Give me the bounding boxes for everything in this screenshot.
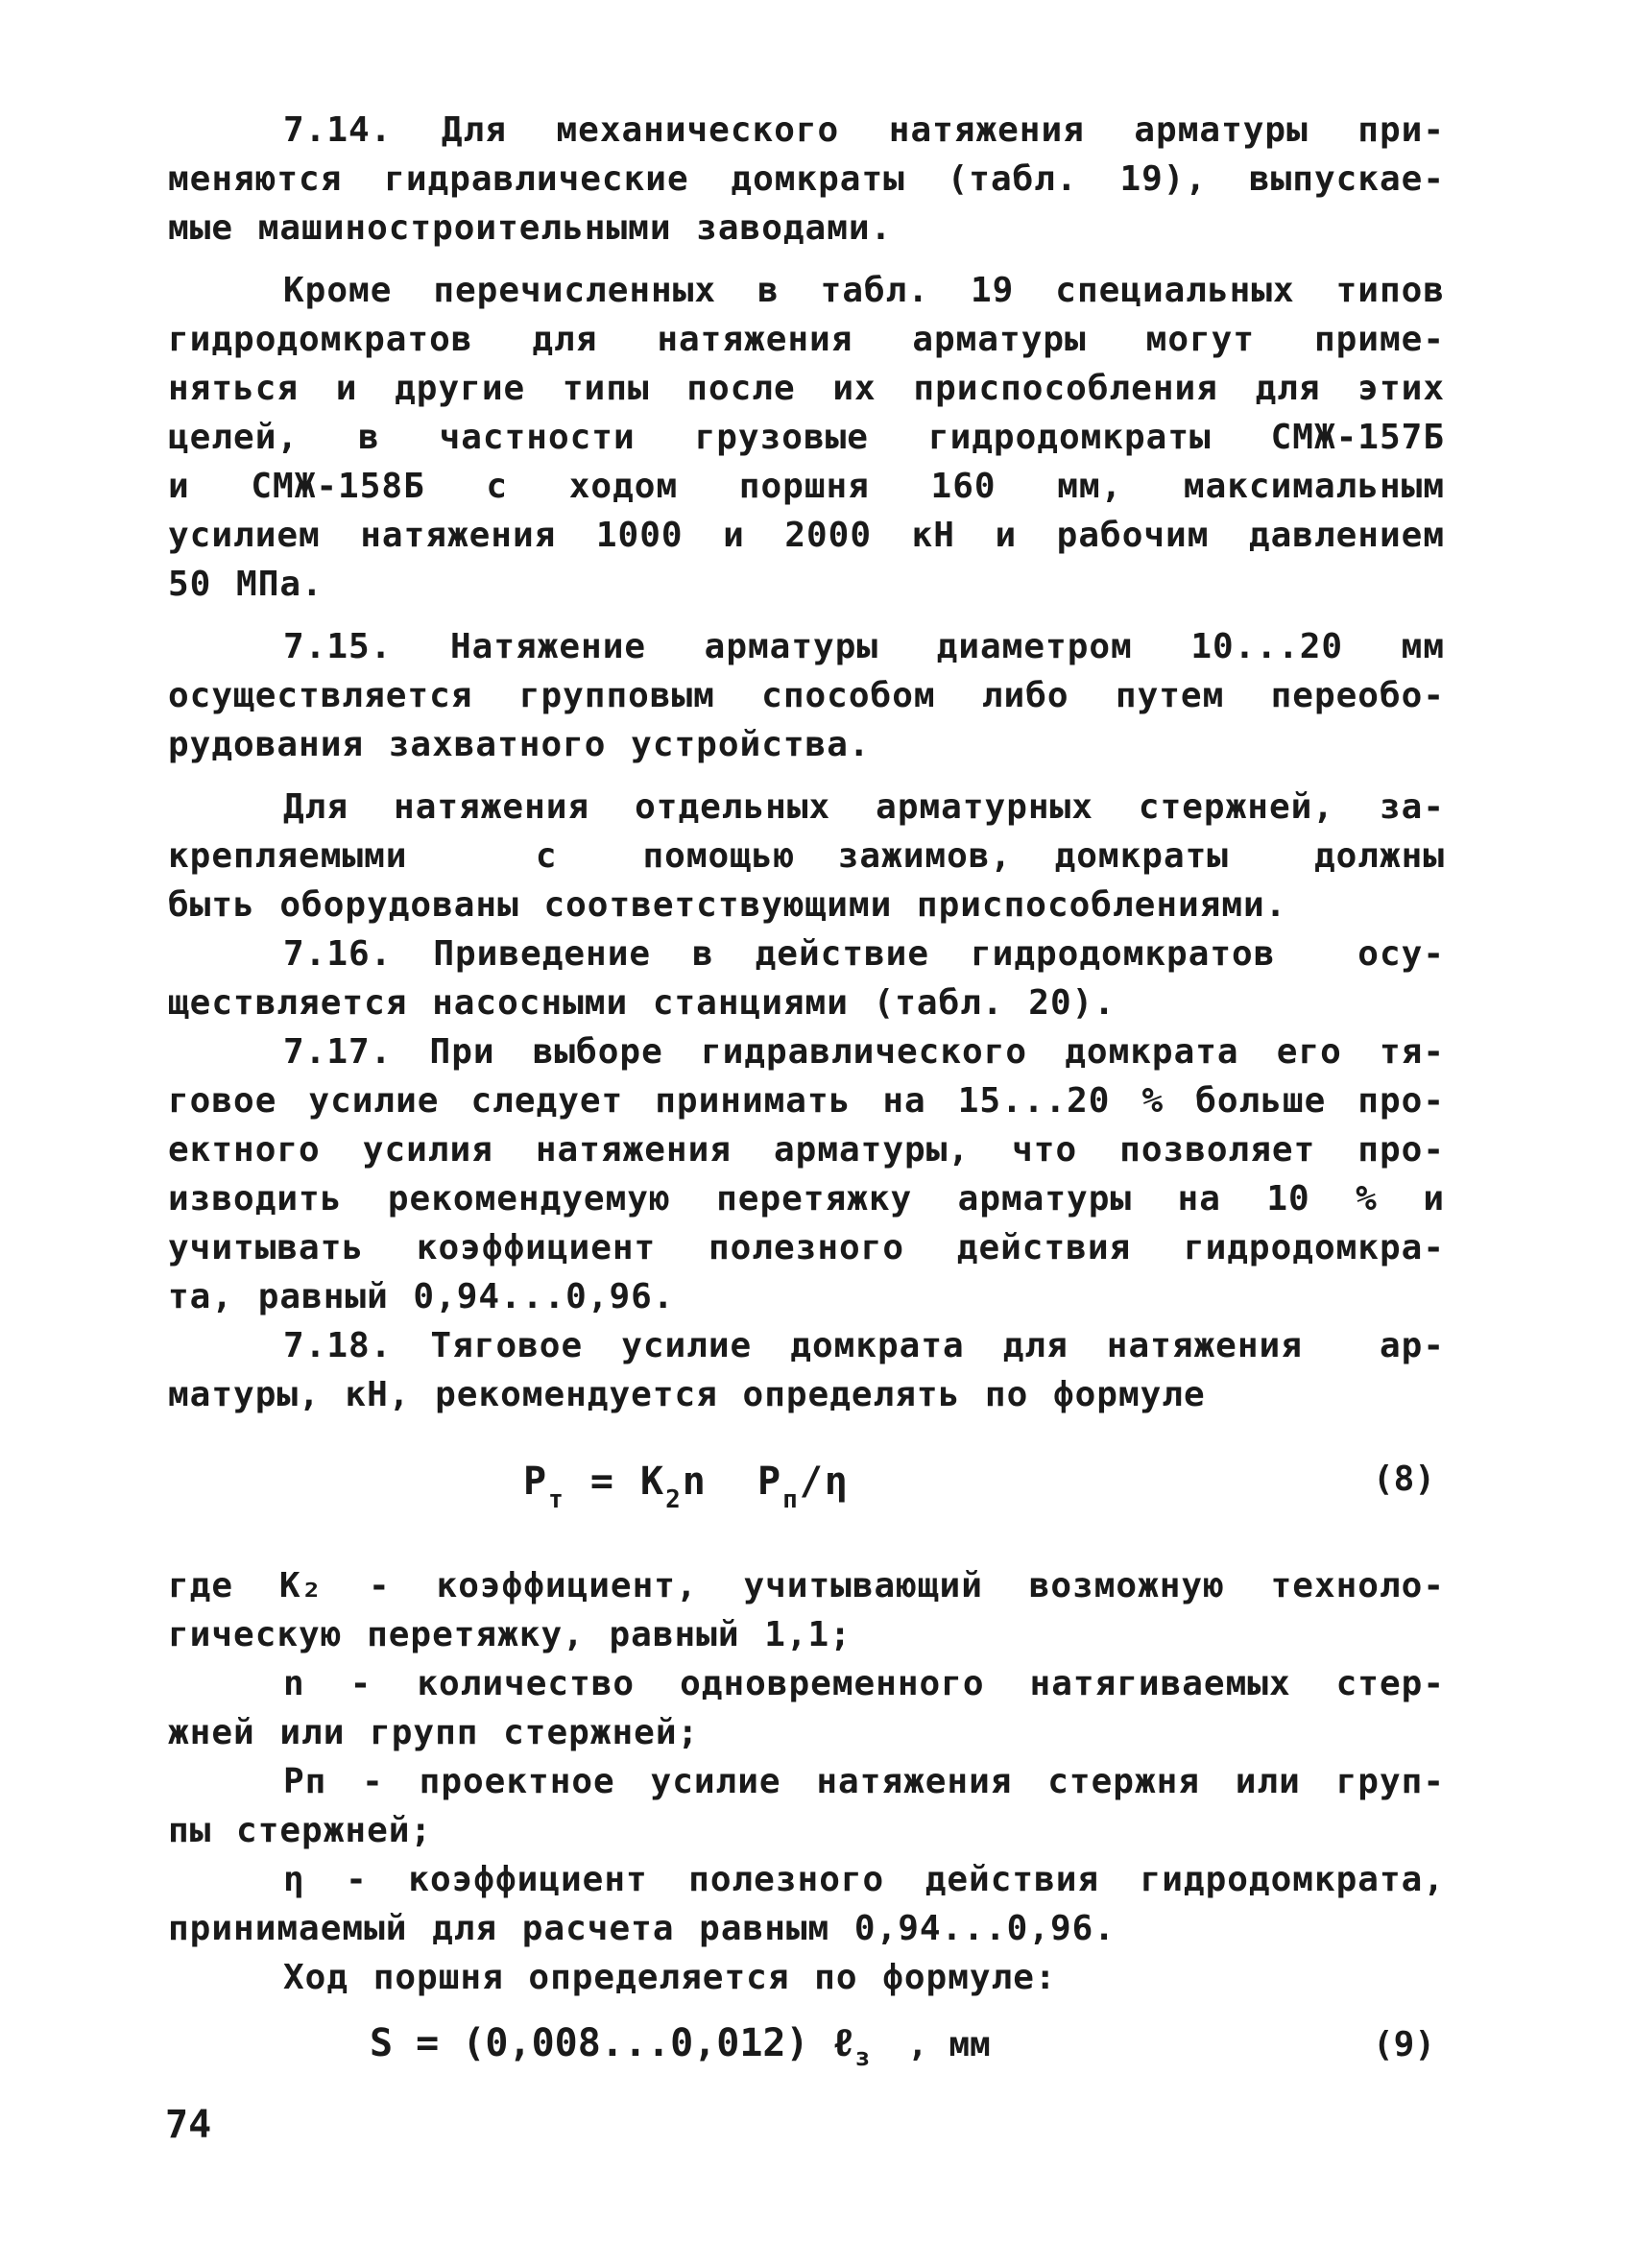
text-line: где K₂ - коэффициент, учитывающий возможную техноло-	[168, 1566, 1445, 1605]
definition-k2	[168, 1561, 1445, 1659]
text-line: осуществляется групповым способом либо путем переобо-	[168, 676, 1445, 715]
paragraph-7-17	[168, 1027, 1445, 1321]
formula-8	[168, 1448, 1445, 1534]
text-line: и СМЖ-158Б с ходом поршня 160 мм, максимальным	[168, 467, 1445, 506]
paragraph-7-14-continued	[168, 266, 1445, 609]
text-line: гическую перетяжку, равный 1,1;	[168, 1615, 852, 1654]
text-line: принимаемый для расчета равным 0,94...0,96.	[168, 1909, 1116, 1948]
paragraph-7-18	[168, 1321, 1445, 1419]
page-number: 74	[165, 2103, 212, 2147]
text-line: Для натяжения отдельных арматурных стержней, за-	[283, 787, 1445, 827]
text-line: 7.18. Тяговое усилие домкрата для натяжения ар-	[283, 1326, 1445, 1365]
text-line: крепляемыми с помощью зажимов, домкраты должны	[168, 836, 1445, 876]
text-line: 7.15. Натяжение арматуры диаметром 10...20 мм	[283, 627, 1445, 666]
text-line: Ход поршня определяется по формуле:	[283, 1958, 1057, 1997]
text-line: говое усилие следует принимать на 15...20 % больше про-	[168, 1081, 1445, 1121]
text-line: целей, в частности грузовые гидродомкраты СМЖ-157Б	[168, 418, 1445, 457]
text-line: матуры, кН, рекомендуется определять по формуле	[168, 1375, 1206, 1414]
text-line: мые машиностроительными заводами.	[168, 208, 893, 248]
formula-9-unit: , мм	[907, 2025, 991, 2064]
piston-stroke-intro	[168, 1953, 1445, 2002]
formula-9-number: (9)	[1372, 2025, 1435, 2064]
definition-n	[168, 1659, 1445, 1757]
text-line: 7.16. Приведение в действие гидродомкратов осу-	[283, 934, 1445, 974]
text-line: та, равный 0,94...0,96.	[168, 1277, 675, 1316]
text-line: η - коэффициент полезного действия гидродомкрата,	[283, 1860, 1445, 1899]
text-line: Pп - проектное усилие натяжения стержня или груп-	[283, 1762, 1445, 1801]
paragraph-7-16	[168, 929, 1445, 1027]
text-line: Кроме перечисленных в табл. 19 специальных типов	[283, 271, 1445, 310]
definition-eta	[168, 1855, 1445, 1953]
paragraph-7-15	[168, 622, 1445, 769]
text-line: жней или групп стержней;	[168, 1713, 700, 1752]
text-line: рудования захватного устройства.	[168, 725, 871, 764]
text-line: ектного усилия натяжения арматуры, что позволяет про-	[168, 1130, 1445, 1170]
definition-pp	[168, 1757, 1445, 1855]
text-line: 7.17. При выборе гидравлического домкрата его тя-	[283, 1032, 1445, 1072]
paragraph-7-15-continued	[168, 783, 1445, 929]
text-line: n - количество одновременного натягиваемых стер-	[283, 1664, 1445, 1703]
text-line: учитывать коэффициент полезного действия гидродомкра-	[168, 1228, 1445, 1267]
text-line: быть оборудованы соответствующими приспособлениями.	[168, 885, 1287, 925]
text-line: няться и другие типы после их приспособления для этих	[168, 369, 1445, 408]
text-line: изводить рекомендуемую перетяжку арматуры на 10 % и	[168, 1179, 1445, 1218]
formula-8-number: (8)	[1372, 1460, 1435, 1499]
formula-8-expression: $P_т = K_2n$ $P_п/\eta$	[523, 1460, 850, 1514]
text-line: пы стержней;	[168, 1811, 433, 1850]
document-page	[168, 106, 1445, 2088]
text-line: 50 МПа.	[168, 565, 324, 604]
formula-9	[168, 2012, 1445, 2088]
formula-9-expression: S = (0,008...0,012) ℓ$_з$	[370, 2021, 871, 2072]
text-line: 7.14. Для механического натяжения арматуры при-	[283, 110, 1445, 150]
paragraph-7-14	[168, 106, 1445, 253]
text-line: гидродомкратов для натяжения арматуры могут приме-	[168, 320, 1445, 359]
text-line: усилием натяжения 1000 и 2000 кН и рабочим давлением	[168, 516, 1445, 555]
text-line: ществляется насосными станциями (табл. 20).	[168, 983, 1116, 1023]
text-line: меняются гидравлические домкраты (табл. 19), выпускае-	[168, 159, 1445, 199]
